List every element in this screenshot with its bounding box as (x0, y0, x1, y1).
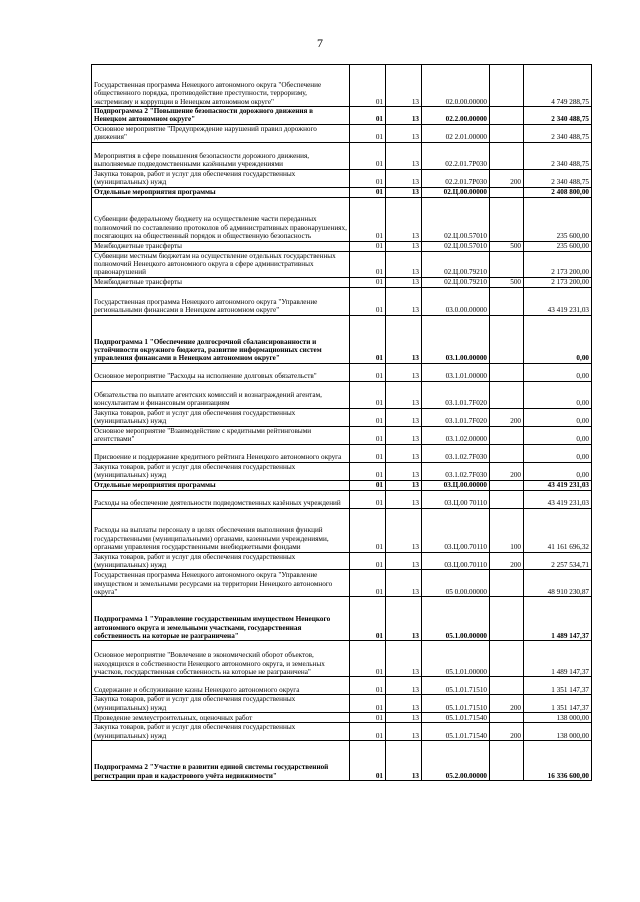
row-name-cell: Проведение землеустроительных, оценочных работ (92, 713, 350, 723)
section-cell: 01 (350, 713, 386, 723)
amount-cell: 41 161 696,32 (524, 508, 592, 552)
row-name-cell: Отдельные мероприятия программы (92, 480, 350, 490)
row-name-cell: Содержание и обслуживание казны Ненецкого автономного округа (92, 677, 350, 695)
target-article-cell: 03.Ц.00.70110 (422, 552, 490, 570)
target-article-cell: 03.Ц.00.00000 (422, 480, 490, 490)
subsection-cell: 13 (386, 251, 422, 277)
expense-type-cell (490, 741, 524, 781)
expense-type-cell (490, 65, 524, 107)
table-row (92, 277, 592, 287)
table-row (92, 187, 592, 197)
row-name-cell: Субвенции местным бюджетам на осуществление отдельных государственных полномочий Ненецкого автономного округа в сфере административных правонарушений (92, 251, 350, 277)
row-name-cell: Закупка товаров, работ и услуг для обеспечения государственных (муниципальных) нужд (92, 462, 350, 480)
amount-cell: 0,00 (524, 315, 592, 363)
row-name-cell: Закупка товаров, работ и услуг для обеспечения государственных (муниципальных) нужд (92, 552, 350, 570)
amount-cell: 2 340 488,75 (524, 107, 592, 125)
expense-type-cell: 200 (490, 169, 524, 187)
table-row (92, 695, 592, 713)
row-name-cell: Подпрограмма 2 "Участие в развитии единой системы государственной регистрации прав и кадастрового учёта недвижимости" (92, 741, 350, 781)
amount-cell: 16 336 600,00 (524, 741, 592, 781)
subsection-cell: 13 (386, 570, 422, 597)
target-article-cell: 03.Ц.00.70110 (422, 508, 490, 552)
subsection-cell: 13 (386, 197, 422, 241)
row-name-cell: Межбюджетные трансферты (92, 277, 350, 287)
row-name-cell: Подпрограмма 1 "Обеспечение долгосрочной сбалансированности и устойчивости окружного бюджета, развитие информационных систем управления финансами в Ненецком автономном округе" (92, 315, 350, 363)
section-cell: 01 (350, 169, 386, 187)
expense-type-cell (490, 197, 524, 241)
table-row (92, 241, 592, 251)
section-cell: 01 (350, 363, 386, 381)
table-row (92, 570, 592, 597)
subsection-cell: 13 (386, 363, 422, 381)
row-name-cell: Отдельные мероприятия программы (92, 187, 350, 197)
subsection-cell: 13 (386, 277, 422, 287)
expense-type-cell (490, 107, 524, 125)
target-article-cell: 05.1.00.00000 (422, 597, 490, 641)
target-article-cell: 03.1.01.7F020 (422, 408, 490, 426)
amount-cell: 0,00 (524, 408, 592, 426)
target-article-cell: 03.1.01.00000 (422, 363, 490, 381)
amount-cell: 4 749 288,75 (524, 65, 592, 107)
table-row (92, 251, 592, 277)
expense-type-cell (490, 426, 524, 444)
amount-cell: 235 600,00 (524, 197, 592, 241)
table-row (92, 597, 592, 641)
amount-cell: 2 340 488,75 (524, 124, 592, 142)
row-name-cell: Субвенции федеральному бюджету на осуществление части переданных полномочий по составлению протоколов об административных правонарушениях, посягающих на общественный порядок и общественную безопасность (92, 197, 350, 241)
section-cell: 01 (350, 695, 386, 713)
target-article-cell: 02.Ц.00.79210 (422, 251, 490, 277)
row-name-cell: Закупка товаров, работ и услуг для обеспечения государственных (муниципальных) нужд (92, 408, 350, 426)
section-cell: 01 (350, 142, 386, 169)
section-cell: 01 (350, 287, 386, 315)
table-row (92, 741, 592, 781)
target-article-cell: 02.2.01.7Р030 (422, 142, 490, 169)
amount-cell: 2 408 800,00 (524, 187, 592, 197)
target-article-cell: 03.Ц.00 70110 (422, 490, 490, 508)
section-cell: 01 (350, 315, 386, 363)
section-cell: 01 (350, 277, 386, 287)
row-name-cell: Закупка товаров, работ и услуг для обеспечения государственных (муниципальных) нужд (92, 169, 350, 187)
table-row (92, 381, 592, 408)
expense-type-cell (490, 124, 524, 142)
table-row (92, 142, 592, 169)
target-article-cell: 05 0.00.00000 (422, 570, 490, 597)
target-article-cell: 02.Ц.00.57010 (422, 241, 490, 251)
row-name-cell: Государственная программа Ненецкого автономного округа "Управление региональными финансами в Ненецком автономном округе" (92, 287, 350, 315)
target-article-cell: 02.2.01.7Р030 (422, 169, 490, 187)
amount-cell: 1 489 147,37 (524, 641, 592, 677)
section-cell: 01 (350, 641, 386, 677)
amount-cell: 43 419 231,03 (524, 480, 592, 490)
expense-type-cell (490, 480, 524, 490)
amount-cell: 48 910 230,87 (524, 570, 592, 597)
expense-type-cell (490, 490, 524, 508)
row-name-cell: Мероприятия в сфере повышения безопасности дорожного движения, выполняемые подведомственными казёнными учреждениями (92, 142, 350, 169)
subsection-cell: 13 (386, 107, 422, 125)
target-article-cell: 02 2.01.00000 (422, 124, 490, 142)
target-article-cell: 02.2.00.00000 (422, 107, 490, 125)
section-cell: 01 (350, 107, 386, 125)
subsection-cell: 13 (386, 287, 422, 315)
expense-type-cell: 200 (490, 723, 524, 741)
target-article-cell: 02.0.00.00000 (422, 65, 490, 107)
subsection-cell: 13 (386, 723, 422, 741)
expense-type-cell (490, 713, 524, 723)
table-row (92, 169, 592, 187)
subsection-cell: 13 (386, 641, 422, 677)
expense-type-cell (490, 187, 524, 197)
table-row (92, 287, 592, 315)
subsection-cell: 13 (386, 169, 422, 187)
subsection-cell: 13 (386, 124, 422, 142)
section-cell: 01 (350, 597, 386, 641)
amount-cell: 2 257 534,71 (524, 552, 592, 570)
subsection-cell: 13 (386, 490, 422, 508)
target-article-cell: 02.Ц.00.00000 (422, 187, 490, 197)
table-row (92, 444, 592, 462)
expense-type-cell (490, 570, 524, 597)
target-article-cell: 03.1.00.00000 (422, 315, 490, 363)
table-row (92, 197, 592, 241)
row-name-cell: Государственная программа Ненецкого автономного округа "Обеспечение общественного порядка, противодействие преступности, терроризму, экстремизму и коррупции в Ненецком автономном округе" (92, 65, 350, 107)
subsection-cell: 13 (386, 381, 422, 408)
amount-cell: 138 000,00 (524, 723, 592, 741)
subsection-cell: 13 (386, 315, 422, 363)
target-article-cell: 05.2.00.00000 (422, 741, 490, 781)
subsection-cell: 13 (386, 552, 422, 570)
amount-cell: 0,00 (524, 363, 592, 381)
row-name-cell: Расходы на выплаты персоналу в целях обеспечения выполнения функций государственными (муниципальными) органами, казенными учреждениями, органами управления государственными внебюджетными фондами (92, 508, 350, 552)
amount-cell: 2 340 488,75 (524, 169, 592, 187)
table-row (92, 480, 592, 490)
table-row (92, 65, 592, 107)
subsection-cell: 13 (386, 741, 422, 781)
expense-type-cell (490, 315, 524, 363)
row-name-cell: Основное мероприятие "Вовлечение в экономический оборот объектов, находящихся в собственности Ненецкого автономного округа, и земельных участков, государственная собственность на которые не разграничена" (92, 641, 350, 677)
section-cell: 01 (350, 124, 386, 142)
row-name-cell: Присвоение и поддержание кредитного рейтинга Ненецкого автономного округа (92, 444, 350, 462)
page-number: 7 (317, 36, 323, 50)
section-cell: 01 (350, 570, 386, 597)
row-name-cell: Подпрограмма 1 "Управление государственным имуществом Ненецкого автономного округа и земельными участками, государственная собственность на которые не разграничена" (92, 597, 350, 641)
expense-type-cell (490, 381, 524, 408)
expense-type-cell: 200 (490, 408, 524, 426)
subsection-cell: 13 (386, 426, 422, 444)
section-cell: 01 (350, 677, 386, 695)
target-article-cell: 05.1.01.00000 (422, 641, 490, 677)
table-row (92, 124, 592, 142)
amount-cell: 2 340 488,75 (524, 142, 592, 169)
amount-cell: 43 419 231,03 (524, 287, 592, 315)
amount-cell: 2 173 200,00 (524, 251, 592, 277)
amount-cell: 1 489 147,37 (524, 597, 592, 641)
target-article-cell: 05.1.01.71540 (422, 723, 490, 741)
subsection-cell: 13 (386, 713, 422, 723)
amount-cell: 1 351 147,37 (524, 677, 592, 695)
subsection-cell: 13 (386, 187, 422, 197)
amount-cell: 0,00 (524, 462, 592, 480)
table-row (92, 315, 592, 363)
row-name-cell: Межбюджетные трансферты (92, 241, 350, 251)
row-name-cell: Закупка товаров, работ и услуг для обеспечения государственных (муниципальных) нужд (92, 695, 350, 713)
section-cell: 01 (350, 490, 386, 508)
target-article-cell: 02.Ц.00.79210 (422, 277, 490, 287)
table-row (92, 508, 592, 552)
section-cell: 01 (350, 381, 386, 408)
table-row (92, 677, 592, 695)
section-cell: 01 (350, 462, 386, 480)
amount-cell: 2 173 200,00 (524, 277, 592, 287)
expense-type-cell (490, 597, 524, 641)
expense-type-cell (490, 677, 524, 695)
section-cell: 01 (350, 508, 386, 552)
section-cell: 01 (350, 241, 386, 251)
section-cell: 01 (350, 408, 386, 426)
expense-type-cell: 200 (490, 695, 524, 713)
subsection-cell: 13 (386, 65, 422, 107)
target-article-cell: 05.1.01.71540 (422, 713, 490, 723)
table-row (92, 363, 592, 381)
target-article-cell: 03.1.02.00000 (422, 426, 490, 444)
expense-type-cell (490, 444, 524, 462)
target-article-cell: 03.1.02.7F030 (422, 444, 490, 462)
table-row (92, 641, 592, 677)
subsection-cell: 13 (386, 408, 422, 426)
row-name-cell: Государственная программа Ненецкого автономного округа "Управление имуществом и земельными ресурсами на территории Ненецкого автономного округа" (92, 570, 350, 597)
row-name-cell: Расходы на обеспечение деятельности подведомственных казённых учреждений (92, 490, 350, 508)
expense-type-cell (490, 287, 524, 315)
subsection-cell: 13 (386, 462, 422, 480)
row-name-cell: Подпрограмма 2 "Повышение безопасности дорожного движения в Ненецком автономном округе" (92, 107, 350, 125)
expense-type-cell: 200 (490, 462, 524, 480)
amount-cell: 235 600,00 (524, 241, 592, 251)
row-name-cell: Закупка товаров, работ и услуг для обеспечения государственных (муниципальных) нужд (92, 723, 350, 741)
section-cell: 01 (350, 552, 386, 570)
subsection-cell: 13 (386, 142, 422, 169)
amount-cell: 1 351 147,37 (524, 695, 592, 713)
row-name-cell: Обязательства по выплате агентских комиссий и вознаграждений агентам, консультантам и финансовым организациям (92, 381, 350, 408)
section-cell: 01 (350, 426, 386, 444)
section-cell: 01 (350, 251, 386, 277)
subsection-cell: 13 (386, 480, 422, 490)
expense-type-cell: 500 (490, 277, 524, 287)
expense-type-cell (490, 363, 524, 381)
target-article-cell: 03.1.02.7F030 (422, 462, 490, 480)
table-row (92, 107, 592, 125)
amount-cell: 0,00 (524, 381, 592, 408)
expense-type-cell (490, 142, 524, 169)
table-row (92, 408, 592, 426)
target-article-cell: 02.Ц.00.57010 (422, 197, 490, 241)
subsection-cell: 13 (386, 508, 422, 552)
subsection-cell: 13 (386, 444, 422, 462)
table-row (92, 490, 592, 508)
subsection-cell: 13 (386, 597, 422, 641)
table-row (92, 723, 592, 741)
expense-type-cell (490, 641, 524, 677)
row-name-cell: Основное мероприятие "Расходы на исполнение долговых обязательств" (92, 363, 350, 381)
expense-type-cell: 200 (490, 552, 524, 570)
subsection-cell: 13 (386, 241, 422, 251)
amount-cell: 0,00 (524, 444, 592, 462)
target-article-cell: 05.1.01.71510 (422, 677, 490, 695)
table-row (92, 462, 592, 480)
table-row (92, 426, 592, 444)
target-article-cell: 05.1.01.71510 (422, 695, 490, 713)
expense-type-cell: 500 (490, 241, 524, 251)
target-article-cell: 03.0.00.00000 (422, 287, 490, 315)
subsection-cell: 13 (386, 677, 422, 695)
target-article-cell: 03.1.01.7F020 (422, 381, 490, 408)
row-name-cell: Основное мероприятие "Предупреждение нарушений правил дорожного движения" (92, 124, 350, 142)
amount-cell: 43 419 231,03 (524, 490, 592, 508)
table-row (92, 552, 592, 570)
section-cell: 01 (350, 723, 386, 741)
section-cell: 01 (350, 444, 386, 462)
section-cell: 01 (350, 741, 386, 781)
budget-table (91, 64, 592, 781)
section-cell: 01 (350, 187, 386, 197)
row-name-cell: Основное мероприятие "Взаимодействие с кредитными рейтинговыми агентствами" (92, 426, 350, 444)
amount-cell: 138 000,00 (524, 713, 592, 723)
section-cell: 01 (350, 197, 386, 241)
amount-cell: 0,00 (524, 426, 592, 444)
section-cell: 01 (350, 480, 386, 490)
section-cell: 01 (350, 65, 386, 107)
table-row (92, 713, 592, 723)
subsection-cell: 13 (386, 695, 422, 713)
expense-type-cell: 100 (490, 508, 524, 552)
expense-type-cell (490, 251, 524, 277)
